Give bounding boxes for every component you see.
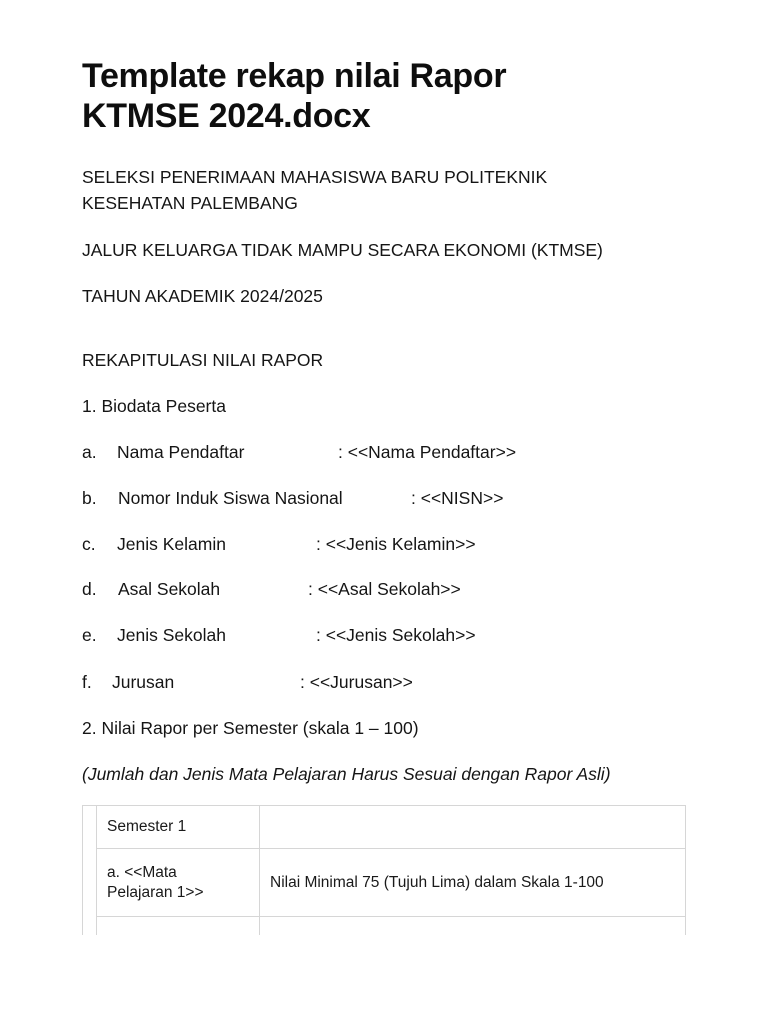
table-row — [83, 806, 686, 849]
biodata-letter: d. — [82, 579, 97, 599]
heading-institution-line-2: KESEHATAN PALEMBANG — [82, 193, 298, 213]
biodata-label: Nomor Induk Siswa Nasional — [118, 488, 343, 508]
semester-empty-cell — [260, 806, 686, 849]
biodata-value: : <<Nama Pendaftar>> — [338, 442, 517, 462]
section-1-heading: 1. Biodata Peserta — [82, 396, 226, 416]
biodata-letter: c. — [82, 534, 96, 554]
requirement-cell: Nilai Minimal 75 (Tujuh Lima) dalam Skala 1-100 — [260, 849, 686, 917]
heading-academic-year: TAHUN AKADEMIK 2024/2025 — [82, 286, 323, 306]
biodata-value: : <<NISN>> — [411, 488, 504, 508]
document-title — [82, 56, 642, 136]
document-page — [82, 0, 702, 1024]
section-title: REKAPITULASI NILAI RAPOR — [82, 350, 324, 370]
table-row — [83, 849, 686, 917]
grades-table-wrapper — [82, 805, 686, 935]
section-2-heading: 2. Nilai Rapor per Semester (skala 1 – 100) — [82, 718, 419, 738]
biodata-value: : <<Jurusan>> — [300, 672, 413, 692]
biodata-letter: b. — [82, 488, 97, 508]
biodata-value: : <<Asal Sekolah>> — [308, 579, 461, 599]
semester-label-cell: Semester 1 — [97, 806, 260, 849]
biodata-label: Jenis Kelamin — [117, 534, 226, 554]
biodata-letter: e. — [82, 625, 97, 645]
biodata-letter: f. — [82, 672, 92, 692]
requirement-cell-empty — [260, 917, 686, 936]
table-row — [83, 917, 686, 936]
table-blank-column — [83, 806, 97, 936]
heading-pathway: JALUR KELUARGA TIDAK MAMPU SECARA EKONOMI (KTMSE) — [82, 240, 603, 260]
title-line-1: Template rekap nilai Rapor — [82, 57, 507, 95]
subject-cell — [97, 849, 260, 917]
subject-cell-empty — [97, 917, 260, 936]
biodata-value: : <<Jenis Kelamin>> — [316, 534, 476, 554]
subject-line-2: Pelajaran 1>> — [107, 883, 204, 901]
biodata-label: Asal Sekolah — [118, 579, 221, 599]
biodata-value: : <<Jenis Sekolah>> — [316, 625, 476, 645]
subject-line-1: a. <<Mata — [107, 863, 177, 881]
biodata-label: Jenis Sekolah — [117, 625, 226, 645]
heading-institution-line-1: SELEKSI PENERIMAAN MAHASISWA BARU POLITEKNIK — [82, 167, 548, 187]
grades-table — [82, 805, 686, 935]
biodata-label: Nama Pendaftar — [117, 442, 245, 462]
biodata-label: Jurusan — [112, 672, 175, 692]
biodata-letter: a. — [82, 442, 97, 462]
subject-note: (Jumlah dan Jenis Mata Pelajaran Harus Sesuai dengan Rapor Asli) — [82, 764, 611, 784]
title-line-2: KTMSE 2024.docx — [82, 97, 371, 135]
